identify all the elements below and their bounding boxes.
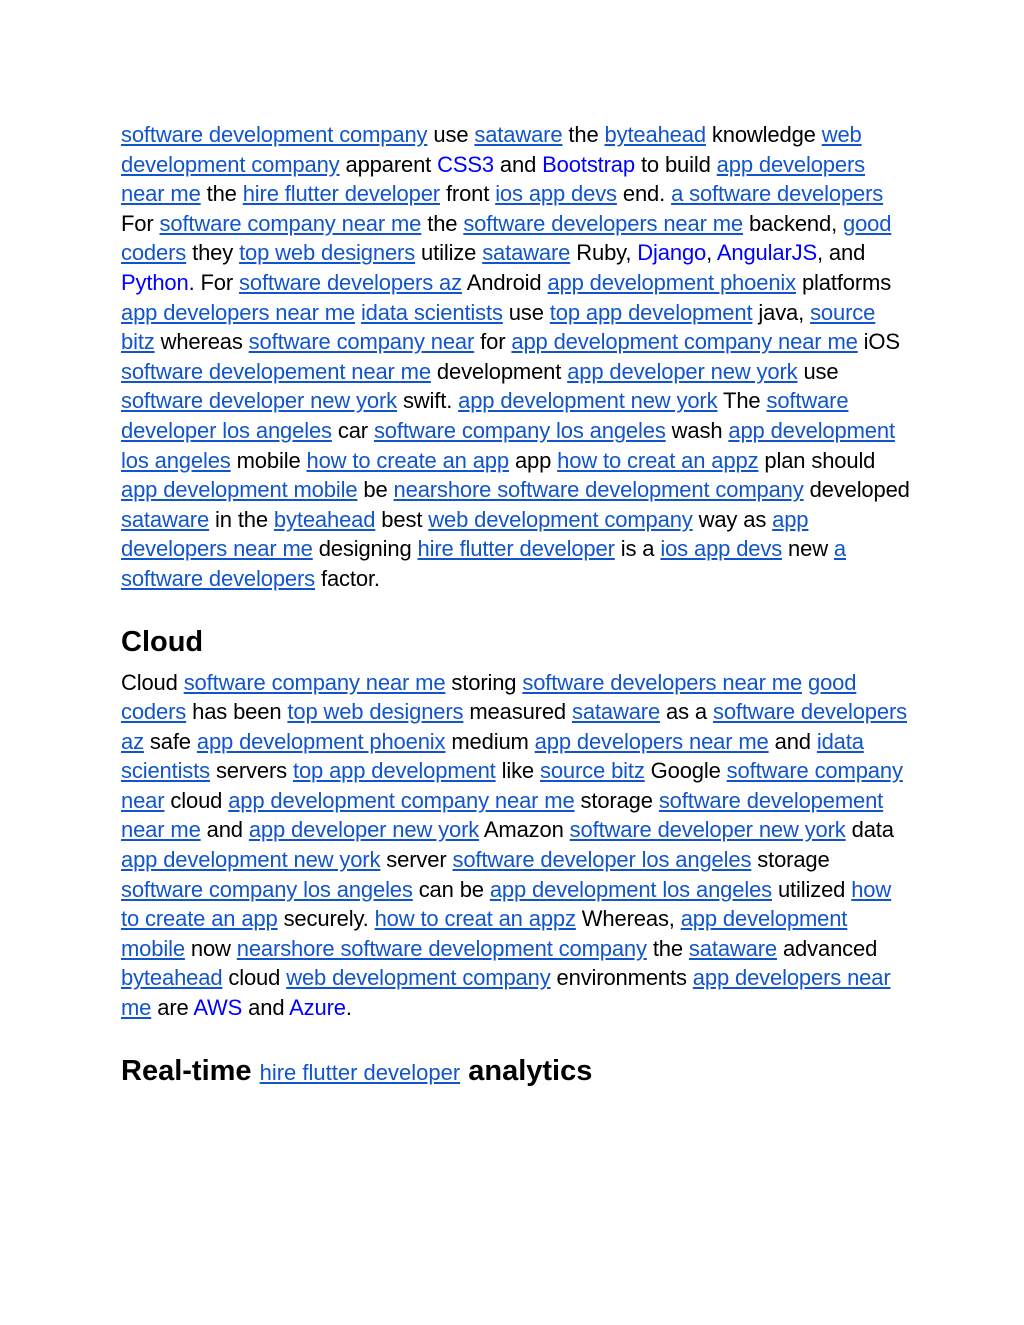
inline-link[interactable]: sataware xyxy=(121,506,210,532)
inline-link[interactable]: how to create an app xyxy=(306,447,509,473)
body-text: in the xyxy=(209,506,274,532)
body-text: new xyxy=(782,536,834,562)
inline-link[interactable]: app development phoenix xyxy=(547,269,796,295)
body-text: is a xyxy=(614,536,661,562)
body-text: designing xyxy=(312,536,418,562)
inline-link[interactable]: software company near xyxy=(248,329,475,355)
body-text: the xyxy=(646,935,689,961)
body-text: factor. xyxy=(315,565,380,591)
body-text: be xyxy=(357,477,394,503)
inline-link[interactable]: good coders xyxy=(121,669,857,725)
body-text: as a xyxy=(660,699,713,725)
cloud-paragraph xyxy=(121,668,911,1023)
inline-link[interactable]: software developer los angeles xyxy=(121,388,849,443)
inline-link[interactable]: app developer new york xyxy=(248,817,480,843)
inline-link[interactable]: app development company near me xyxy=(511,329,858,355)
body-text: Cloud xyxy=(121,669,184,695)
inline-link[interactable]: ios app devs xyxy=(495,181,617,207)
inline-link[interactable]: byteahead xyxy=(121,965,223,991)
body-text: cloud xyxy=(222,965,287,991)
inline-link[interactable]: how to creat an appz xyxy=(557,447,759,473)
inline-link[interactable]: source bitz xyxy=(121,299,876,355)
body-text: front xyxy=(439,181,496,207)
inline-link[interactable]: web development company xyxy=(121,122,862,177)
body-text: they xyxy=(186,240,240,266)
inline-link[interactable]: top app development xyxy=(292,758,496,784)
inline-link[interactable]: app development mobile xyxy=(121,906,848,961)
inline-link[interactable]: app developers near me xyxy=(121,965,891,1021)
body-text: and xyxy=(200,817,249,843)
body-text: development xyxy=(430,358,568,384)
body-text: to build xyxy=(634,151,717,177)
body-text: the xyxy=(421,210,464,236)
realtime-heading xyxy=(121,1053,911,1091)
inline-link[interactable]: ios app devs xyxy=(660,536,783,562)
body-text: securely. xyxy=(277,906,375,932)
inline-link[interactable]: hire flutter developer xyxy=(417,536,615,562)
inline-link[interactable]: how to create an app xyxy=(121,876,892,932)
body-text: For xyxy=(121,210,160,236)
body-text: and xyxy=(493,151,543,177)
inline-link[interactable]: app development phoenix xyxy=(196,728,446,754)
inline-link[interactable]: software company near me xyxy=(159,210,422,236)
inline-link[interactable]: app development los angeles xyxy=(121,417,895,473)
inline-link[interactable]: software developer los angeles xyxy=(452,847,752,873)
inline-link[interactable]: sataware xyxy=(482,240,571,266)
inline-link[interactable]: app developers near me xyxy=(121,299,355,325)
body-text: servers xyxy=(209,758,293,784)
inline-link[interactable]: web development company xyxy=(286,965,551,991)
body-text: java, xyxy=(752,299,811,325)
body-text: and xyxy=(768,728,817,754)
inline-link[interactable]: software developers near me xyxy=(463,210,743,236)
body-text: medium xyxy=(445,728,535,754)
inline-link[interactable]: web development company xyxy=(428,506,693,532)
realtime-heading-start: Real-time xyxy=(121,1054,252,1087)
body-text: cloud xyxy=(164,787,229,813)
body-text: server xyxy=(380,847,453,873)
inline-link[interactable]: a software developers xyxy=(121,536,847,591)
body-text: the xyxy=(562,122,605,147)
body-text: car xyxy=(331,417,374,443)
inline-link[interactable]: sataware xyxy=(688,935,777,961)
inline-link[interactable]: app development mobile xyxy=(121,477,358,503)
tech-term: Python xyxy=(121,269,189,295)
body-text: use xyxy=(502,299,550,325)
body-text: can be xyxy=(412,876,490,902)
inline-link[interactable]: app developers near me xyxy=(121,506,809,562)
inline-link[interactable]: app developers near me xyxy=(121,151,866,207)
body-text: backend, xyxy=(742,210,843,236)
inline-link[interactable]: app development company near me xyxy=(228,787,575,813)
inline-link[interactable]: sataware xyxy=(474,122,563,147)
body-text: platforms xyxy=(796,269,892,295)
body-text: data xyxy=(845,817,894,843)
body-text: storage xyxy=(751,847,830,873)
inline-link[interactable]: app developer new york xyxy=(567,358,798,384)
body-text: use xyxy=(427,122,475,147)
inline-link[interactable]: software company los angeles xyxy=(121,876,413,902)
inline-link[interactable]: byteahead xyxy=(604,122,706,147)
inline-link[interactable]: good coders xyxy=(121,210,892,266)
intro-paragraph xyxy=(121,120,911,594)
body-text: . xyxy=(345,995,352,1021)
body-text: storing xyxy=(445,669,523,695)
body-text: has been xyxy=(186,699,288,725)
inline-link[interactable]: a software developers xyxy=(671,181,884,207)
inline-link[interactable]: software developers near me xyxy=(522,669,803,695)
body-text: , and xyxy=(817,240,866,266)
body-text: utilized xyxy=(772,876,852,902)
body-text: like xyxy=(495,758,540,784)
body-text: utilize xyxy=(415,240,483,266)
inline-link[interactable]: nearshore software development company xyxy=(393,477,804,503)
body-text: the xyxy=(200,181,243,207)
body-text: Android xyxy=(461,269,548,295)
tech-term: Azure xyxy=(289,995,346,1021)
inline-link[interactable]: hire flutter developer xyxy=(242,181,440,207)
inline-link[interactable]: app development los angeles xyxy=(489,876,772,902)
body-text: swift. xyxy=(396,388,459,414)
inline-link[interactable]: software developement near me xyxy=(121,358,431,384)
body-text: and xyxy=(242,995,290,1021)
inline-link[interactable]: software company los angeles xyxy=(373,417,666,443)
inline-link[interactable]: software developer new york xyxy=(121,388,397,414)
body-text: Ruby, xyxy=(570,240,638,266)
body-text: The xyxy=(717,388,767,414)
cloud-heading: Cloud xyxy=(121,625,204,658)
body-text: for xyxy=(474,329,512,355)
inline-link[interactable]: source bitz xyxy=(539,758,645,784)
realtime-heading-link[interactable]: hire flutter developer xyxy=(259,1059,461,1085)
inline-link[interactable]: app development new york xyxy=(121,847,381,873)
body-text: Amazon xyxy=(479,817,570,843)
inline-link[interactable]: software developers az xyxy=(239,269,462,295)
inline-link[interactable]: software developers az xyxy=(121,699,908,754)
body-text: iOS xyxy=(857,329,900,355)
tech-term: AngularJS xyxy=(716,240,817,266)
body-text: whereas xyxy=(154,329,249,355)
body-text: advanced xyxy=(777,935,878,961)
inline-link[interactable]: top app development xyxy=(549,299,753,325)
body-text: . For xyxy=(188,269,240,295)
body-text: way as xyxy=(692,506,773,532)
body-text: use xyxy=(797,358,839,384)
tech-term: Django xyxy=(637,240,707,266)
body-text: apparent xyxy=(339,151,438,177)
inline-link[interactable]: idata scientists xyxy=(121,728,864,784)
body-text: app xyxy=(508,447,558,473)
body-text: environments xyxy=(550,965,693,991)
inline-link[interactable]: nearshore software development company xyxy=(236,935,647,961)
inline-link[interactable]: top web designers xyxy=(287,699,464,725)
body-text: best xyxy=(375,506,429,532)
body-text: end. xyxy=(616,181,672,207)
body-text: knowledge xyxy=(705,122,822,147)
inline-link[interactable]: app developers near me xyxy=(534,728,769,754)
body-text: safe xyxy=(143,728,197,754)
inline-link[interactable]: software developement near me xyxy=(121,787,884,843)
body-text: plan should xyxy=(758,447,876,473)
body-text: , xyxy=(706,240,717,266)
inline-link[interactable]: top web designers xyxy=(239,240,416,266)
tech-term: AWS xyxy=(193,995,243,1021)
body-text: measured xyxy=(463,699,572,725)
tech-term: Bootstrap xyxy=(542,151,635,177)
inline-link[interactable]: software company near me xyxy=(183,669,446,695)
body-text: Google xyxy=(644,758,727,784)
inline-link[interactable]: byteahead xyxy=(273,506,376,532)
inline-link[interactable]: how to creat an appz xyxy=(374,906,576,932)
tech-term: CSS3 xyxy=(437,151,494,177)
body-text: Whereas, xyxy=(575,906,681,932)
inline-link[interactable]: software company near xyxy=(121,758,903,813)
body-text: developed xyxy=(803,477,910,503)
inline-link[interactable]: software development company xyxy=(121,122,428,147)
body-text: are xyxy=(151,995,194,1021)
body-text: mobile xyxy=(230,447,307,473)
realtime-heading-end: analytics xyxy=(468,1054,593,1087)
inline-link[interactable]: idata scientists xyxy=(360,299,503,325)
document-body xyxy=(121,120,911,1091)
inline-link[interactable]: sataware xyxy=(571,699,661,725)
body-text: now xyxy=(184,935,237,961)
body-text: wash xyxy=(665,417,729,443)
body-text: storage xyxy=(574,787,659,813)
inline-link[interactable]: software developer new york xyxy=(569,817,846,843)
inline-link[interactable]: app development new york xyxy=(458,388,718,414)
